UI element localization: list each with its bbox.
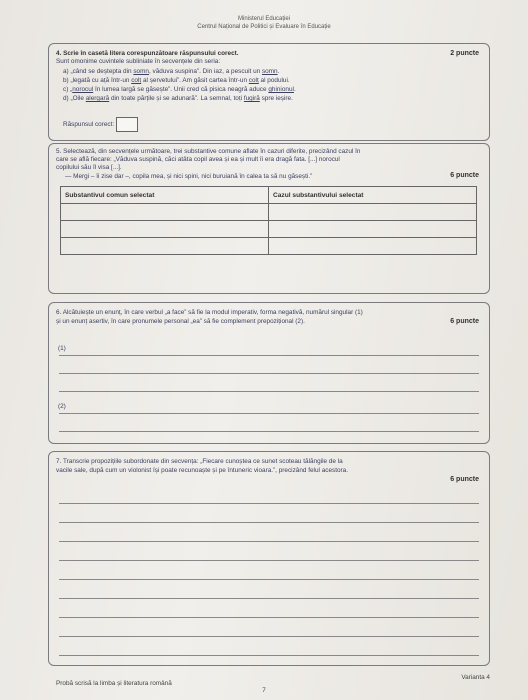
q5-points: 6 puncte bbox=[450, 172, 479, 179]
q4-points: 2 puncte bbox=[450, 50, 479, 57]
q4-answer-label: Răspunsul corect: bbox=[63, 121, 115, 128]
q4-title: 4. Scrie în casetă litera corespunzătoare răspunsului corect. bbox=[56, 50, 239, 57]
answer-line[interactable] bbox=[59, 579, 479, 580]
answer-line[interactable] bbox=[59, 391, 479, 392]
question-7-box bbox=[48, 451, 490, 666]
q6-title-line1: 6. Alcătuiește un enunț, în care verbul „a face” să fie la modul imperativ, forma negativă, numărul singular (1) bbox=[56, 309, 363, 316]
answer-line[interactable] bbox=[59, 560, 479, 561]
table-header-row bbox=[61, 187, 477, 204]
question-5-box bbox=[48, 143, 490, 294]
header-center: Centrul Național de Politici și Evaluare în Educație bbox=[197, 24, 331, 30]
table-header-noun: Substantivul comun selectat bbox=[61, 187, 269, 204]
q6-label-1: (1) bbox=[58, 345, 66, 352]
table-cell[interactable] bbox=[61, 221, 269, 238]
q7-title-line1: 7. Transcrie propozițiile subordonate din secvența: „Fiecare cunoștea ce sunet scoteau tălăngile de la bbox=[56, 458, 343, 465]
q5-title-line1: 5. Selectează, din secvențele următoare, trei substantive comune aflate în cazuri diferite, precizând cazul în bbox=[56, 148, 361, 155]
q4-option-c: c) „norocul în lumea largă se găsește”. Unii cred că pisica neagră aduce ghinionul. bbox=[63, 86, 296, 93]
q7-title-line2: vacile sale, după cum un violonist își poate recunoaște și pe întuneric vioara.”, precizând felul acestora. bbox=[56, 467, 348, 474]
q4-intro: Sunt omonime cuvintele subliniate în secvențele din seria: bbox=[56, 58, 221, 65]
answer-line[interactable] bbox=[59, 355, 479, 356]
page-number: 7 bbox=[262, 687, 266, 694]
q5-answer-table bbox=[60, 186, 477, 255]
question-4-box bbox=[48, 43, 490, 141]
answer-line[interactable] bbox=[59, 413, 479, 414]
q5-title-line2: care se află fiecare: „Văduva suspină, căci atâta copil avea și ea și mult îi era dragă fata. [...] norocul bbox=[56, 156, 340, 163]
footer-variant: Varianta 4 bbox=[461, 674, 490, 681]
q4-option-b: b) „legată cu ață într-un colț al șervetului”. Am găsit cartea într-un colț al podului. bbox=[63, 77, 290, 84]
answer-line[interactable] bbox=[59, 522, 479, 523]
table-row bbox=[61, 221, 477, 238]
answer-line[interactable] bbox=[59, 636, 479, 637]
answer-line[interactable] bbox=[59, 503, 479, 504]
q6-label-2: (2) bbox=[58, 403, 66, 410]
q5-title-line4: — Mergi – îi zise dar –, copila mea, și nici spini, nici buruiană în calea ta să nu găsești.” bbox=[65, 173, 313, 180]
table-cell[interactable] bbox=[269, 238, 477, 255]
answer-line[interactable] bbox=[59, 617, 479, 618]
table-header-case: Cazul substantivului selectat bbox=[269, 187, 477, 204]
q5-title-line3: copilului său îl visa [...]. bbox=[56, 164, 122, 171]
table-cell[interactable] bbox=[61, 238, 269, 255]
answer-line[interactable] bbox=[59, 373, 479, 374]
header-ministry: Ministerul Educației bbox=[237, 16, 291, 22]
answer-line[interactable] bbox=[59, 598, 479, 599]
table-row bbox=[61, 204, 477, 221]
q4-option-a: a) „când se deștepta din somn, văduva suspina”. Din iaz, a pescuit un somn. bbox=[63, 68, 280, 75]
table-cell[interactable] bbox=[61, 204, 269, 221]
table-cell[interactable] bbox=[269, 221, 477, 238]
q4-answer-box[interactable] bbox=[116, 117, 138, 132]
table-cell[interactable] bbox=[269, 204, 477, 221]
question-6-box bbox=[48, 302, 490, 444]
footer-left: Probă scrisă la limba și literatura română bbox=[56, 680, 172, 687]
q7-points: 6 puncte bbox=[450, 476, 479, 483]
q6-points: 6 puncte bbox=[450, 318, 479, 325]
answer-line[interactable] bbox=[59, 541, 479, 542]
answer-line[interactable] bbox=[59, 431, 479, 432]
q4-option-d: d) „Oile alergară din toate părțile și se adunară”. La semnal, toți fugiră spre ieșire. bbox=[63, 95, 293, 102]
q6-title-line2: și un enunț asertiv, în care pronumele personal „ea” să fie complement prepozițional (2). bbox=[56, 318, 305, 325]
answer-line[interactable] bbox=[59, 655, 479, 656]
table-row bbox=[61, 238, 477, 255]
